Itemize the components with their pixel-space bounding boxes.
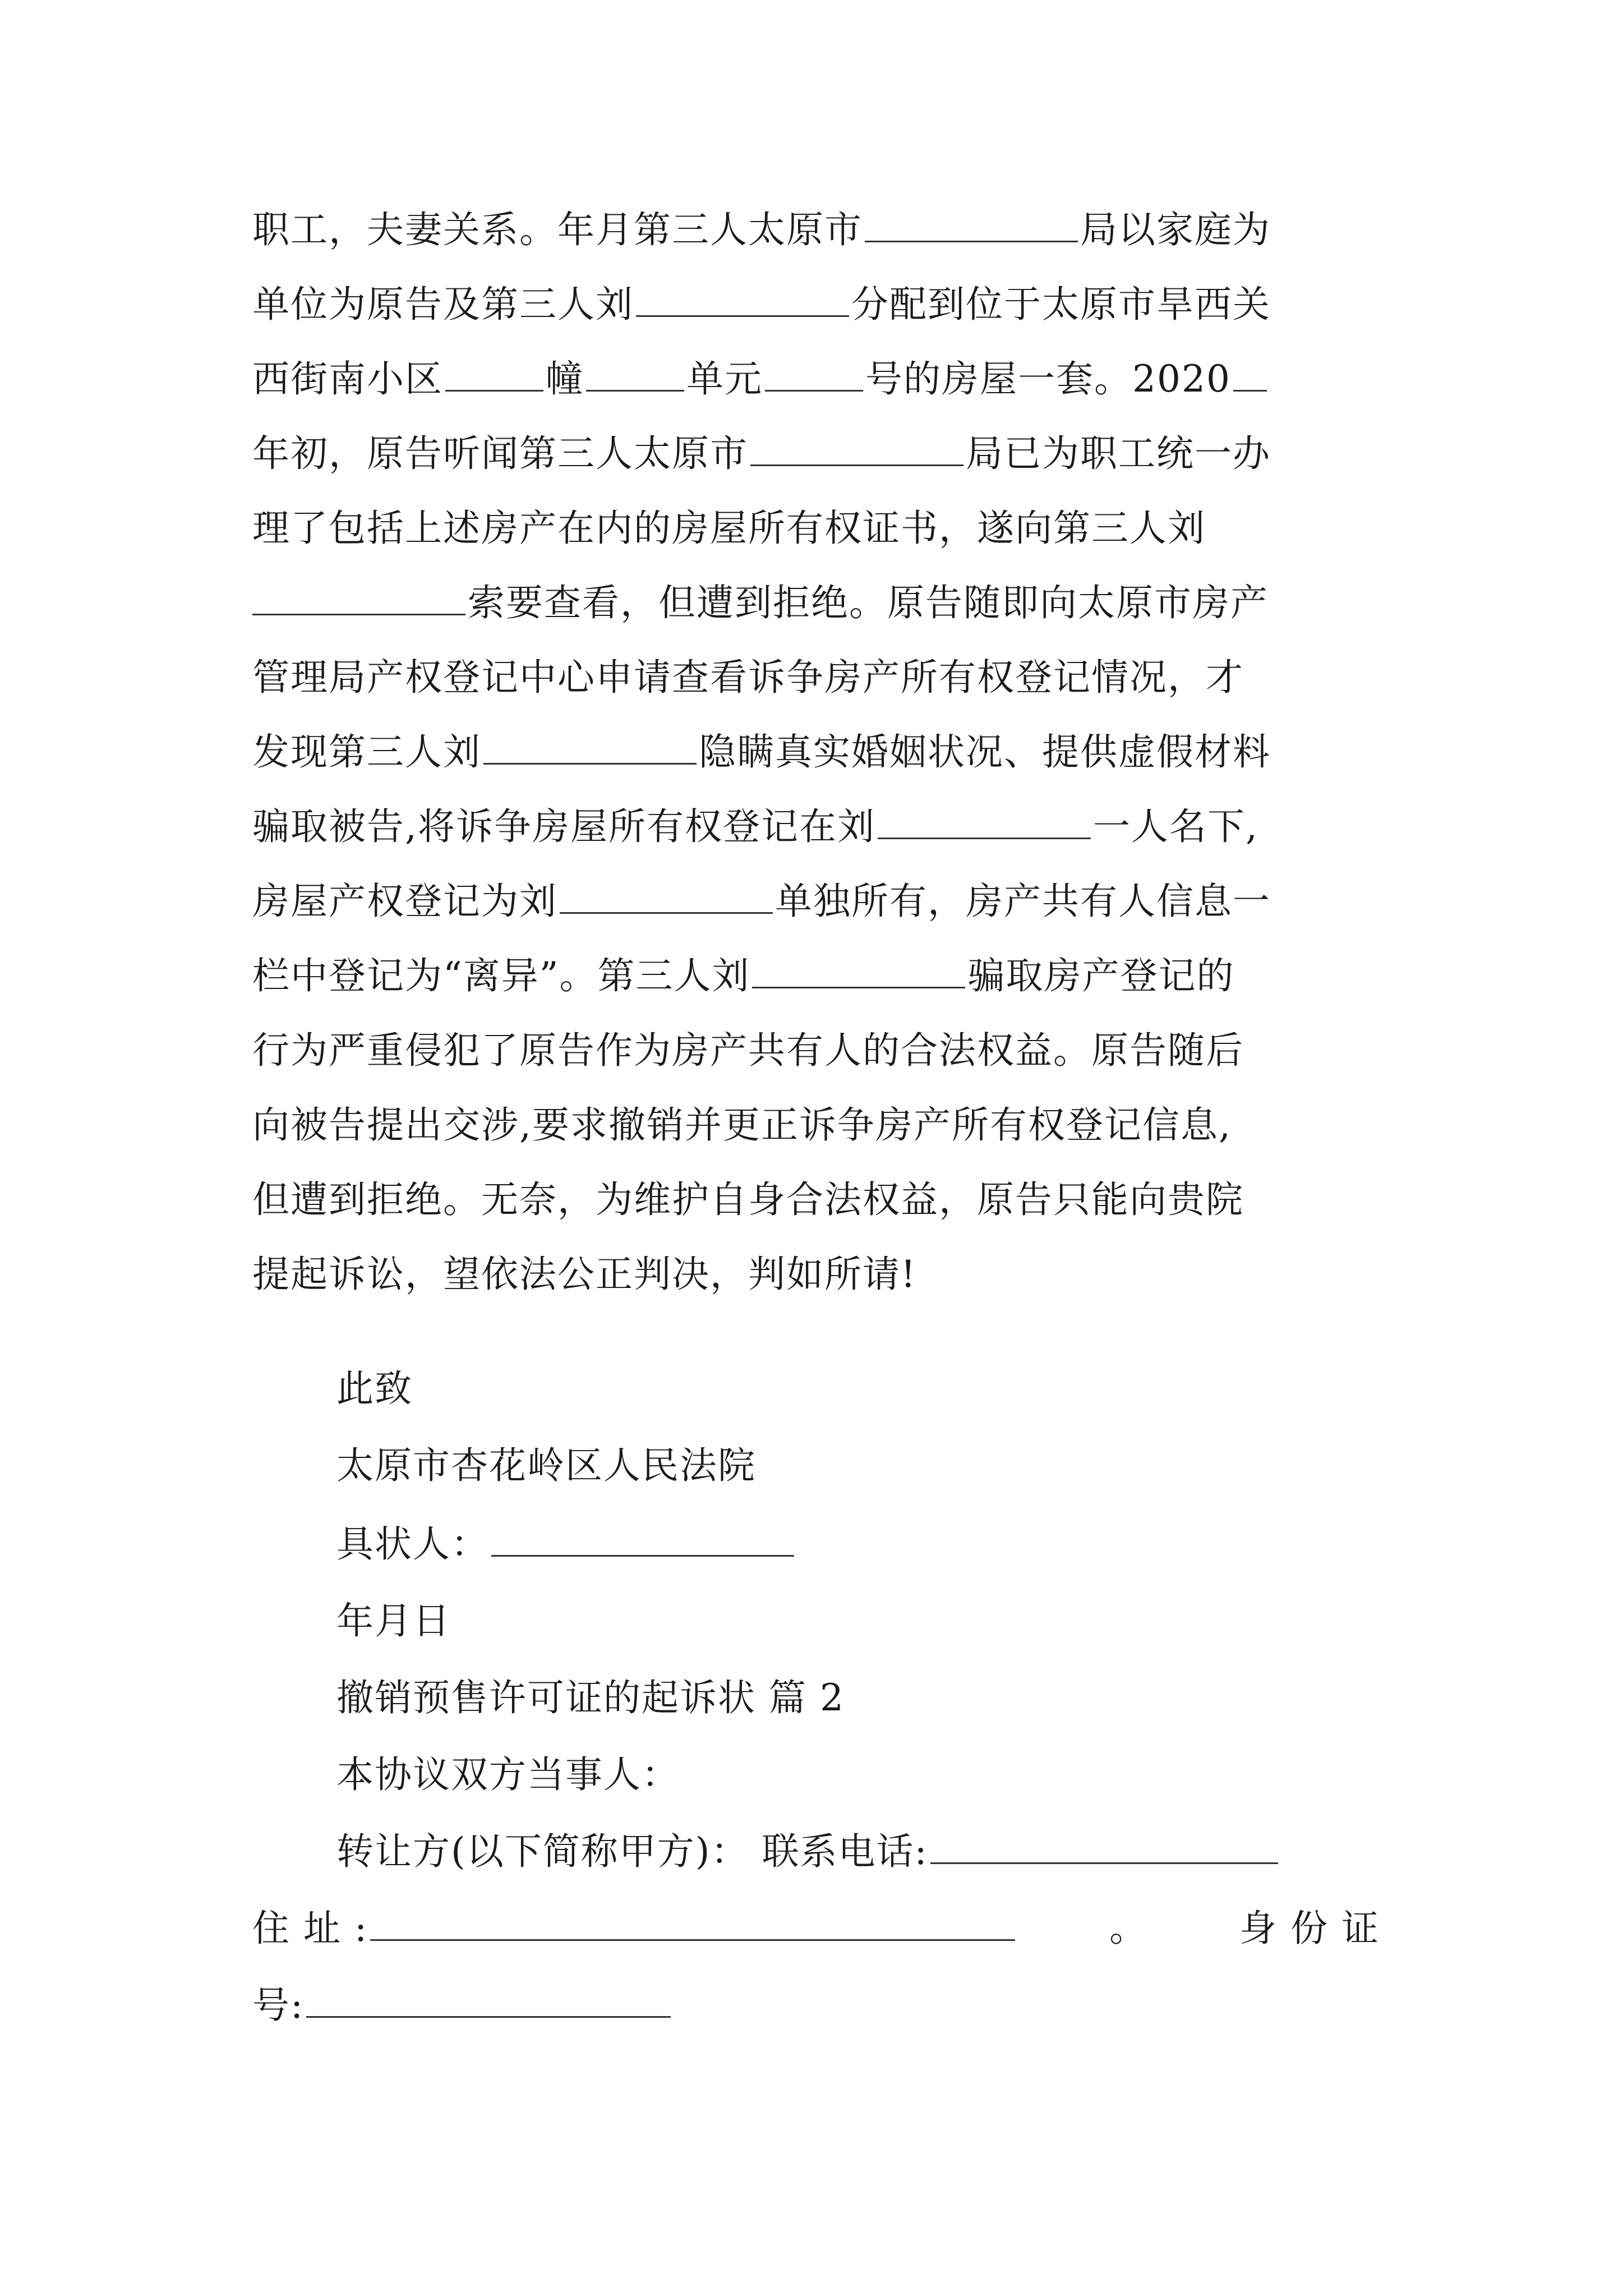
- body-line-9: [252, 793, 1380, 861]
- fill-blank: [865, 206, 1078, 242]
- text-segment: 发现第三人刘: [252, 730, 481, 774]
- text-segment: 房屋产权登记为刘: [252, 880, 557, 923]
- fill-blank: [586, 355, 684, 392]
- fill-blank: [636, 280, 849, 317]
- section-heading: [336, 1664, 1380, 1732]
- heading-text: 撤销预售许可证的起诉状 篇 2: [336, 1676, 845, 1719]
- text-segment: 单元: [686, 357, 763, 401]
- plaintiff-label: 具状人：: [336, 1522, 489, 1566]
- text-segment: 西街南小区: [252, 357, 443, 401]
- text-segment: 分配到位于太原市旱西关: [851, 283, 1271, 326]
- plaintiff-signature: [336, 1511, 1380, 1578]
- text-segment: 骗取被告,将诉争房屋所有权登记在刘: [252, 805, 875, 848]
- body-line-4: [252, 420, 1380, 487]
- id-label: 身 份 证: [1239, 1907, 1380, 1950]
- address-end: 。: [1109, 1907, 1148, 1950]
- fill-blank: [252, 579, 465, 615]
- text-segment: 单独所有，房产共有人信息一: [775, 880, 1271, 923]
- text-segment: 一人名下,: [1092, 805, 1258, 848]
- court-text: 太原市杏花岭区人民法院: [336, 1444, 756, 1487]
- fill-blank: [752, 952, 965, 988]
- parties-intro: [336, 1741, 1380, 1809]
- salutation-text: 此致: [336, 1367, 413, 1410]
- body-line-5: [252, 495, 1380, 562]
- body-line-8: [252, 719, 1380, 786]
- fill-blank: [560, 877, 773, 914]
- transferor-line: [336, 1818, 1380, 1885]
- salutation: [336, 1355, 1380, 1423]
- fill-blank: [1233, 355, 1267, 392]
- address-line: [252, 1895, 1380, 1962]
- fill-blank: [765, 355, 863, 392]
- text-segment: 职工，夫妻关系。年月第三人太原市: [252, 208, 863, 251]
- body-line-13: [252, 1092, 1380, 1159]
- id-label-cont: 号:: [252, 1984, 305, 2027]
- date-text: 年月日: [336, 1599, 451, 1642]
- body-line-15: [252, 1241, 1380, 1308]
- fill-blank: [878, 803, 1091, 839]
- court-name: [336, 1432, 1380, 1499]
- text-segment: 管理局产权登记中心申请查看诉争房产所有权登记情况，才: [252, 656, 1244, 699]
- text-segment: 但遭到拒绝。无奈，为维护自身合法权益，原告只能向贵院: [252, 1178, 1244, 1221]
- text-segment: 提起诉讼，望依法公正判决，判如所请!: [252, 1253, 917, 1296]
- text-segment: 号的房屋一套。2020: [865, 357, 1231, 401]
- address-group: [252, 1895, 1017, 1962]
- transferor-label: 转让方(以下简称甲方)：: [336, 1830, 749, 1873]
- fill-blank: [750, 430, 963, 466]
- fill-blank: [483, 728, 697, 765]
- parties-intro-text: 本协议双方当事人：: [336, 1753, 680, 1796]
- address-label: 住 址 :: [252, 1907, 368, 1950]
- text-segment: 向被告提出交涉,要求撤销并更正诉争房产所有权登记信息,: [252, 1103, 1232, 1147]
- text-segment: 理了包括上述房产在内的房屋所有权证书，遂向第三人刘: [252, 507, 1206, 550]
- text-segment: 骗取房产登记的: [967, 954, 1235, 997]
- body-line-12: [252, 1017, 1380, 1084]
- body-line-2: [252, 271, 1380, 338]
- body-line-3: [252, 346, 1380, 413]
- text-segment: 行为严重侵犯了原告作为房产共有人的合法权益。原告随后: [252, 1029, 1244, 1072]
- signature-blank: [491, 1520, 794, 1557]
- text-segment: 隐瞒真实婚姻状况、提供虚假材料: [699, 730, 1271, 774]
- text-segment: 年初，原告听闻第三人太原市: [252, 432, 748, 475]
- body-line-14: [252, 1166, 1380, 1234]
- body-line-1: [252, 196, 1380, 264]
- body-line-11: [252, 942, 1380, 1010]
- address-blank: [370, 1904, 1015, 1941]
- id-line: [252, 1972, 1380, 2039]
- text-segment: 局以家庭为: [1080, 208, 1271, 251]
- text-segment: 栏中登记为“离异”。第三人刘: [252, 954, 750, 997]
- body-line-10: [252, 868, 1380, 935]
- text-segment: 局已为职工统一办: [966, 432, 1271, 475]
- body-line-7: [252, 644, 1380, 711]
- text-segment: 幢: [546, 357, 584, 401]
- fill-blank: [445, 355, 543, 392]
- id-blank: [306, 1981, 671, 2018]
- text-segment: 索要查看，但遭到拒绝。原告随即向太原市房产: [468, 581, 1269, 624]
- body-line-6: [252, 569, 1380, 637]
- text-segment: 单位为原告及第三人刘: [252, 283, 634, 326]
- date-line: [336, 1588, 1380, 1655]
- phone-blank: [930, 1828, 1278, 1864]
- phone-label: 联系电话:: [762, 1830, 928, 1873]
